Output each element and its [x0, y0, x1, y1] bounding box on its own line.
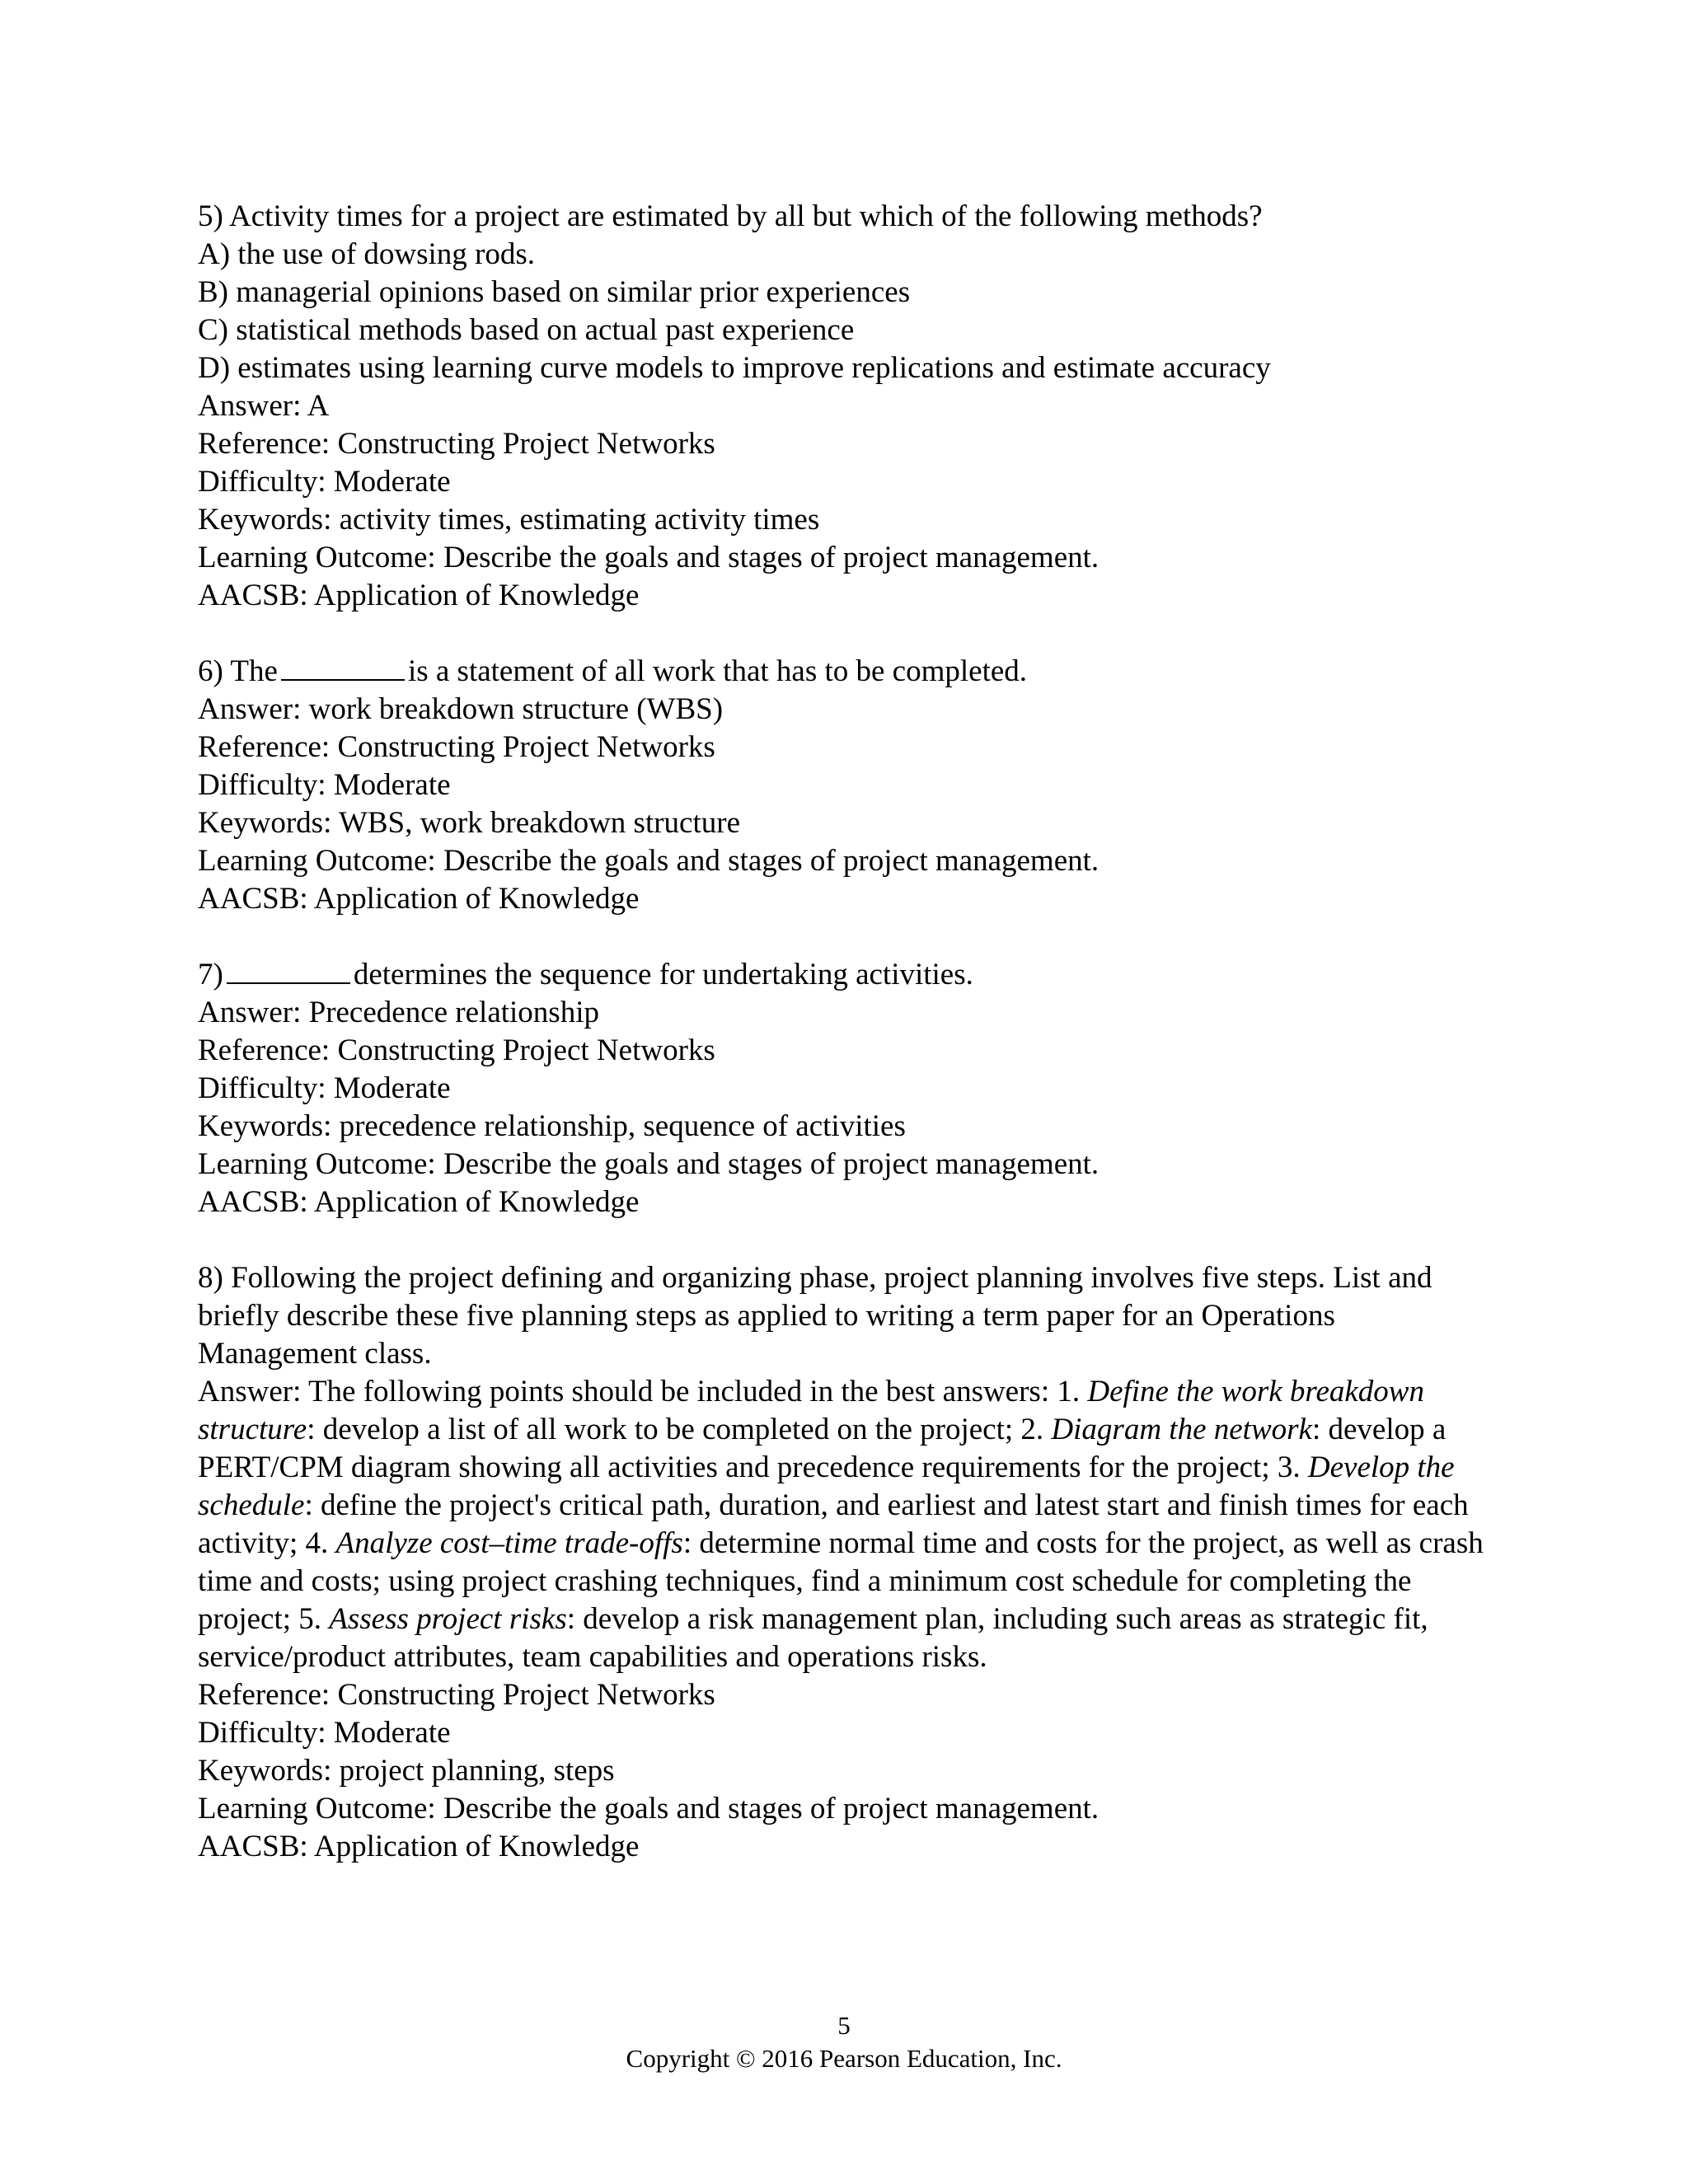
keywords-line: Keywords: WBS, work breakdown structure [198, 806, 740, 840]
aacsb-line: AACSB: Application of Knowledge [198, 882, 640, 916]
keywords-line: Keywords: project planning, steps [198, 1754, 615, 1788]
step-5-title: Assess project risks [329, 1602, 567, 1636]
aacsb-line: AACSB: Application of Knowledge [198, 1830, 640, 1863]
learning-outcome-line: Learning Outcome: Describe the goals and stages of project management. [198, 541, 1100, 574]
step-1-title: Define the work breakdown structure [198, 1375, 1424, 1446]
question-6 [198, 653, 1500, 918]
fill-in-blank [227, 958, 350, 984]
reference-line: Reference: Constructing Project Networks [198, 1033, 715, 1067]
stem-prefix: 7) [198, 958, 223, 991]
learning-outcome-line: Learning Outcome: Describe the goals and stages of project management. [198, 844, 1100, 878]
page-number: 5 [837, 2011, 851, 2040]
difficulty-line: Difficulty: Moderate [198, 1716, 451, 1750]
question-5 [198, 198, 1500, 615]
reference-line: Reference: Constructing Project Networks [198, 730, 715, 764]
answer-line: Answer: work breakdown structure (WBS) [198, 692, 724, 726]
stem-suffix: is a statement of all work that has to be completed. [407, 654, 1028, 688]
stem-prefix: 6) The [198, 654, 278, 688]
option-d: D) estimates using learning curve models to improve replications and estimate accuracy [198, 351, 1271, 385]
difficulty-line: Difficulty: Moderate [198, 1071, 451, 1105]
fill-in-blank [281, 654, 405, 681]
step-2-text: : develop a PERT/CPM diagram showing all activities and precedence requirements for the project; 3. [198, 1413, 1447, 1484]
question-stem [198, 956, 1500, 994]
copyright-notice: Copyright © 2016 Pearson Education, Inc. [626, 2044, 1062, 2073]
learning-outcome-line: Learning Outcome: Describe the goals and stages of project management. [198, 1792, 1100, 1825]
answer-paragraph [198, 1373, 1500, 1676]
question-8 [198, 1259, 1500, 1866]
stem-suffix: determines the sequence for undertaking activities. [353, 958, 973, 991]
question-stem: 8) Following the project defining and organizing phase, project planning involves five steps. List and briefly describe these five planning steps as applied to writing a term paper for an Operations Management class. [198, 1261, 1432, 1371]
step-4-text: : determine normal time and costs for the project, as well as crash time and costs; using project crashing techniques, find a minimum cost schedule for completing the project; 5. [198, 1526, 1484, 1636]
keywords-line: Keywords: activity times, estimating activity times [198, 503, 820, 537]
difficulty-line: Difficulty: Moderate [198, 768, 451, 802]
answer-line: Answer: A [198, 389, 330, 423]
answer-intro: Answer: The following points should be included in the best answers: 1. [198, 1375, 1081, 1408]
aacsb-line: AACSB: Application of Knowledge [198, 579, 640, 612]
step-3-text: : define the project's critical path, duration, and earliest and latest start and finish times for each activity; 4. [198, 1488, 1469, 1560]
answer-line: Answer: Precedence relationship [198, 996, 599, 1029]
step-1-text: : develop a list of all work to be completed on the project; 2. [307, 1413, 1044, 1446]
step-3-title: Develop the schedule [198, 1451, 1455, 1522]
question-stem: 5) Activity times for a project are estimated by all but which of the following methods? [198, 199, 1263, 233]
reference-line: Reference: Constructing Project Networks [198, 1678, 715, 1712]
option-c: C) statistical methods based on actual past experience [198, 313, 855, 347]
question-list [198, 198, 1500, 1866]
keywords-line: Keywords: precedence relationship, sequence of activities [198, 1109, 906, 1143]
step-4-title: Analyze cost–time trade-offs [335, 1526, 683, 1560]
learning-outcome-line: Learning Outcome: Describe the goals and stages of project management. [198, 1147, 1100, 1181]
option-a: A) the use of dowsing rods. [198, 237, 536, 271]
step-2-title: Diagram the network [1051, 1413, 1312, 1446]
option-b: B) managerial opinions based on similar prior experiences [198, 275, 911, 309]
difficulty-line: Difficulty: Moderate [198, 465, 451, 499]
question-7 [198, 956, 1500, 1221]
reference-line: Reference: Constructing Project Networks [198, 427, 715, 461]
question-stem [198, 653, 1500, 691]
step-5-text: : develop a risk management plan, including such areas as strategic fit, service/product attributes, team capabilities and operations risks. [198, 1602, 1428, 1674]
aacsb-line: AACSB: Application of Knowledge [198, 1185, 640, 1219]
